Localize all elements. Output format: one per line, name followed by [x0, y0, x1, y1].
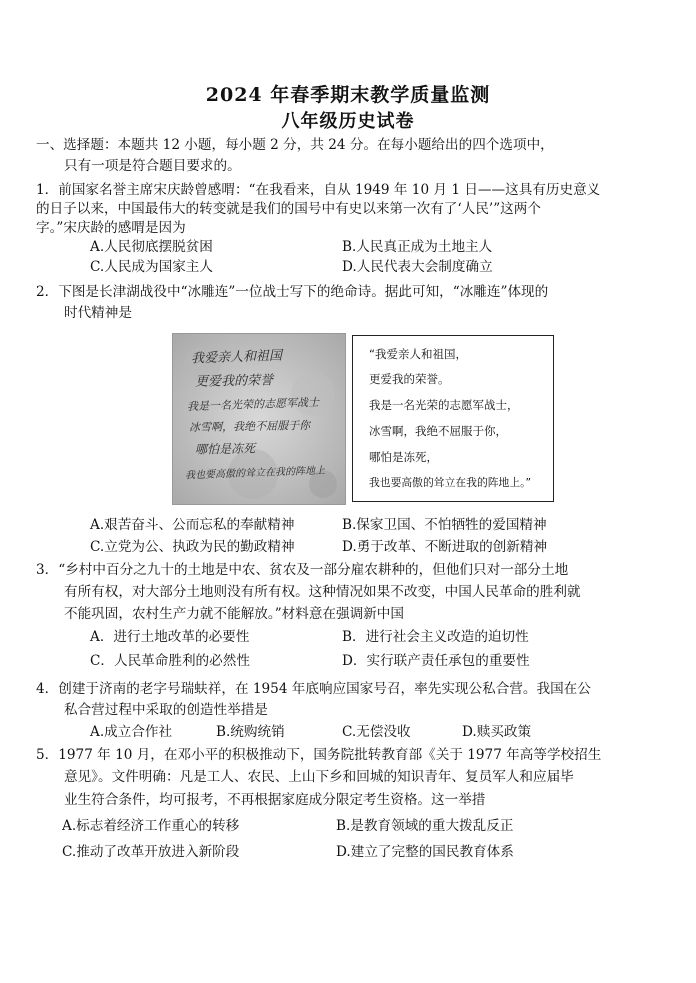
q1-stem-line1: 1．前国家名誉主席宋庆龄曾感喟：“在我看来，自从 1949 年 10 月 1 日——这具有历史意义	[36, 182, 601, 198]
q1-option-c: C.人民成为国家主人	[90, 259, 213, 275]
q4-option-a: A.成立合作社	[90, 724, 173, 740]
poem-line-3: 我是一名光荣的志愿军战士，	[369, 398, 519, 412]
q1-stem-line2: 的日子以来，中国最伟大的转变就是我们的国号中有史以来第一次有了‘人民’”这两个	[36, 201, 541, 217]
poem-line-5: 哪怕是冻死，	[369, 450, 438, 464]
handwriting-line-2: 更爱我的荣誉	[194, 373, 274, 390]
poem-line-1: “我爱亲人和祖国，	[369, 347, 467, 361]
q2-option-a: A.艰苦奋斗、公而忘私的奉献精神	[90, 517, 295, 533]
q2-stem-line1: 2．下图是长津湖战役中“冰雕连”一位战士写下的绝命诗。据此可知，“冰雕连”体现的	[36, 284, 549, 300]
q4-option-c: C.无偿没收	[342, 724, 411, 740]
handwriting-line-1: 我爱亲人和祖国	[190, 348, 283, 367]
poem-line-4: 冰雪啊，我绝不屈服于你，	[369, 424, 507, 438]
handwriting-line-3: 我是一名光荣的志愿军战士	[186, 395, 320, 414]
q2-option-d: D.勇于改革、不断进取的创新精神	[342, 539, 548, 555]
section-instructions-line1: 一、选择题：本题共 12 小题，每小题 2 分，共 24 分。在每小题给出的四个选项中，	[36, 137, 554, 153]
q3-stem-line3: 不能巩固，农村生产力就不能解放。”材料意在强调新中国	[64, 606, 404, 622]
q5-stem-line2: 意见》。文件明确：凡是工人、农民、上山下乡和回城的知识青年、复员军人和应届毕	[64, 769, 574, 785]
q2-option-b: B.保家卫国、不怕牺牲的爱国精神	[342, 517, 547, 533]
poem-line-6: 我也要高傲的耸立在我的阵地上。”	[369, 476, 532, 489]
section-instructions-line2: 只有一项是符合题目要求的。	[64, 158, 241, 174]
q5-option-a: A.标志着经济工作重心的转移	[62, 818, 240, 834]
exam-title: 2024 年春季期末教学质量监测	[205, 84, 491, 106]
exam-subtitle: 八年级历史试卷	[281, 111, 415, 132]
q3-option-c: C．人民革命胜利的必然性	[90, 653, 250, 669]
q5-option-d: D.建立了完整的国民教育体系	[336, 844, 514, 860]
q3-stem-line1: 3．“乡村中百分之九十的土地是中农、贫农及一部分雇农耕种的，但他们只对一部分土地	[36, 562, 569, 578]
q4-stem-line2: 私合营过程中采取的创造性举措是	[64, 702, 268, 718]
q5-option-b: B.是教育领域的重大拨乱反正	[336, 818, 514, 834]
poem-transcription-box	[352, 335, 554, 502]
q3-option-b: B．进行社会主义改造的迫切性	[342, 629, 529, 645]
q1-option-b: B.人民真正成为土地主人	[342, 239, 493, 255]
q1-option-a: A.人民彻底摆脱贫困	[90, 239, 213, 255]
q5-stem-line1: 5．1977 年 10 月，在邓小平的积极推动下，国务院批转教育部《关于 1977 年高等学校招生	[36, 747, 602, 763]
q1-option-d: D.人民代表大会制度确立	[342, 259, 493, 275]
q3-stem-line2: 有所有权，对大部分土地则没有所有权。这种情况如果不改变，中国人民革命的胜利就	[64, 584, 581, 600]
handwritten-poem-photo	[172, 333, 346, 505]
q4-option-b: B.统购统销	[216, 724, 285, 740]
q4-stem-line1: 4．创建于济南的老字号瑞蚨祥，在 1954 年底响应国家号召，率先实现公私合营。我国在公	[36, 681, 591, 697]
q2-option-c: C.立党为公、执政为民的勤政精神	[90, 539, 295, 555]
q2-stem-line2: 时代精神是	[64, 305, 132, 321]
q5-stem-line3: 业生符合条件，均可报考，不再根据家庭成分限定考生资格。这一举措	[64, 792, 486, 808]
poem-line-2: 更爱我的荣誉。	[369, 372, 450, 386]
q5-option-c: C.推动了改革开放进入新阶段	[62, 844, 240, 860]
q1-stem-line3: 字。”宋庆龄的感喟是因为	[36, 220, 186, 236]
handwriting-line-5: 哪怕是冻死	[194, 441, 256, 457]
q3-option-a: A．进行土地改革的必要性	[90, 629, 250, 645]
handwriting-line-4: 冰雪啊，我绝不屈服于你	[188, 418, 311, 435]
q3-option-d: D．实行联产责任承包的重要性	[342, 653, 530, 669]
q4-option-d: D.赎买政策	[462, 724, 532, 740]
handwriting-line-6: 我也要高傲的耸立在我的阵地上	[184, 465, 326, 482]
